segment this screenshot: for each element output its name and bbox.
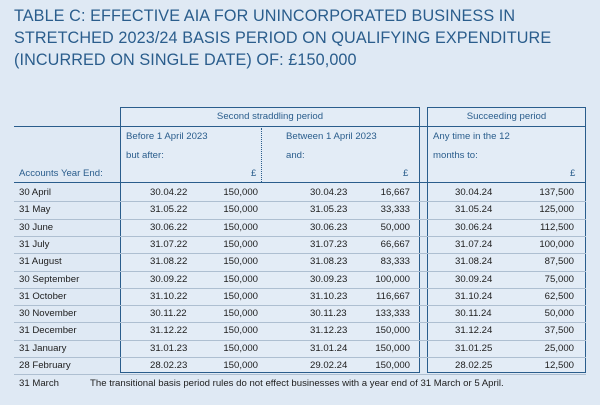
- row-cell: 31.10.22: [150, 291, 188, 302]
- accounts-year-end-label: Accounts Year End:: [19, 168, 103, 179]
- row-cell: 30.04.24: [455, 187, 493, 198]
- between-header-line1: Between 1 April 2023: [286, 131, 377, 142]
- row-cell: 150,000: [375, 325, 410, 336]
- row-cell: 100,000: [539, 239, 574, 250]
- row-cell: 31.01.23: [150, 343, 188, 354]
- row-cell: 150,000: [223, 325, 258, 336]
- row-cell: 30.09.22: [150, 274, 188, 285]
- row-month: 30 September: [19, 274, 80, 285]
- footer-top-rule: [14, 374, 586, 375]
- row-cell: 150,000: [375, 343, 410, 354]
- row-cell: 25,000: [544, 343, 574, 354]
- row-divider: [14, 288, 586, 289]
- row-cell: 31.05.22: [150, 204, 188, 215]
- row-divider: [14, 305, 586, 306]
- currency-symbol-3: £: [570, 168, 576, 179]
- row-cell: 31.07.23: [310, 239, 348, 250]
- row-cell: 133,333: [375, 308, 410, 319]
- row-cell: 31.05.24: [455, 204, 493, 215]
- title-line-1: TABLE C: EFFECTIVE AIA FOR UNINCORPORATED BUSINESS IN: [14, 7, 516, 25]
- row-cell: 28.02.25: [455, 360, 493, 371]
- row-divider: [14, 201, 586, 202]
- row-cell: 30.09.24: [455, 274, 493, 285]
- row-cell: 31.12.24: [455, 325, 493, 336]
- row-cell: 150,000: [223, 204, 258, 215]
- row-cell: 31.08.22: [150, 256, 188, 267]
- row-month: 31 July: [19, 239, 50, 250]
- title-line-3: (INCURRED ON SINGLE DATE) OF: £150,000: [14, 51, 357, 69]
- row-cell: 37,500: [544, 325, 574, 336]
- row-month: 28 February: [19, 360, 71, 371]
- row-cell: 30.04.23: [310, 187, 348, 198]
- row-month: 31 October: [19, 291, 67, 302]
- row-cell: 83,333: [380, 256, 410, 267]
- column-divider: [261, 128, 262, 182]
- row-divider: [14, 271, 586, 272]
- footer-note: The transitional basis period rules do not effect businesses with a year end of 31 March or 5 April.: [90, 378, 504, 389]
- row-cell: 16,667: [380, 187, 410, 198]
- row-divider: [14, 236, 586, 237]
- row-cell: 112,500: [540, 222, 574, 233]
- row-month: 31 August: [19, 256, 62, 267]
- row-cell: 50,000: [380, 222, 410, 233]
- row-divider: [14, 357, 586, 358]
- row-cell: 30.06.23: [310, 222, 348, 233]
- currency-symbol-2: £: [403, 168, 409, 179]
- row-cell: 31.10.24: [455, 291, 493, 302]
- row-cell: 125,000: [539, 204, 574, 215]
- row-cell: 30.06.22: [150, 222, 188, 233]
- row-cell: 150,000: [223, 274, 258, 285]
- succeeding-period-header: Succeeding period: [466, 111, 547, 122]
- row-cell: 50,000: [544, 308, 574, 319]
- row-cell: 100,000: [375, 274, 410, 285]
- row-cell: 33,333: [380, 204, 410, 215]
- any-time-header-line2: months to:: [433, 150, 478, 161]
- row-cell: 30.11.24: [455, 308, 492, 319]
- row-cell: 30.04.22: [150, 187, 188, 198]
- row-month: 30 April: [19, 187, 51, 198]
- table-title: [14, 5, 589, 71]
- row-cell: 150,000: [375, 360, 410, 371]
- row-cell: 87,500: [544, 256, 574, 267]
- header-bottom-rule: [14, 182, 586, 183]
- row-cell: 31.07.24: [455, 239, 493, 250]
- row-cell: 30.11.22: [150, 308, 187, 319]
- row-cell: 31.12.23: [310, 325, 348, 336]
- row-cell: 28.02.23: [150, 360, 188, 371]
- currency-symbol-1: £: [251, 168, 257, 179]
- row-cell: 29.02.24: [310, 360, 348, 371]
- row-cell: 75,000: [544, 274, 574, 285]
- before-header-line1: Before 1 April 2023: [126, 131, 208, 142]
- row-cell: 150,000: [223, 222, 258, 233]
- row-cell: 31.10.23: [310, 291, 348, 302]
- row-cell: 30.09.23: [310, 274, 348, 285]
- row-cell: 150,000: [223, 360, 258, 371]
- row-divider: [14, 253, 586, 254]
- row-cell: 62,500: [544, 291, 574, 302]
- row-cell: 31.01.24: [310, 343, 348, 354]
- row-cell: 31.05.23: [310, 204, 348, 215]
- row-cell: 66,667: [380, 239, 410, 250]
- row-cell: 116,667: [376, 291, 410, 302]
- any-time-header-line1: Any time in the 12: [433, 131, 510, 142]
- row-cell: 31.08.23: [310, 256, 348, 267]
- row-divider: [14, 219, 586, 220]
- row-cell: 150,000: [223, 239, 258, 250]
- before-header-line2: but after:: [126, 150, 164, 161]
- row-month: 30 June: [19, 222, 54, 233]
- row-month: 30 November: [19, 308, 77, 319]
- row-cell: 30.06.24: [455, 222, 493, 233]
- row-cell: 31.07.22: [150, 239, 188, 250]
- row-cell: 150,000: [223, 308, 258, 319]
- row-month: 31 January: [19, 343, 67, 354]
- title-line-2: STRETCHED 2023/24 BASIS PERIOD ON QUALIFYING EXPENDITURE: [14, 29, 552, 47]
- row-cell: 31.01.25: [455, 343, 493, 354]
- footer-month: 31 March: [19, 378, 59, 389]
- row-cell: 31.12.22: [150, 325, 188, 336]
- row-month: 31 May: [19, 204, 51, 215]
- row-cell: 30.11.23: [310, 308, 347, 319]
- row-divider: [14, 322, 586, 323]
- row-cell: 31.08.24: [455, 256, 493, 267]
- between-header-line2: and:: [286, 150, 305, 161]
- row-cell: 137,500: [539, 187, 574, 198]
- row-divider: [14, 340, 586, 341]
- row-cell: 150,000: [223, 343, 258, 354]
- second-period-header: Second straddling period: [216, 111, 324, 122]
- row-cell: 150,000: [223, 291, 258, 302]
- header-top-rule: [14, 126, 586, 127]
- row-cell: 150,000: [223, 256, 258, 267]
- row-cell: 12,500: [544, 360, 574, 371]
- row-month: 31 December: [19, 325, 77, 336]
- row-cell: 150,000: [223, 187, 258, 198]
